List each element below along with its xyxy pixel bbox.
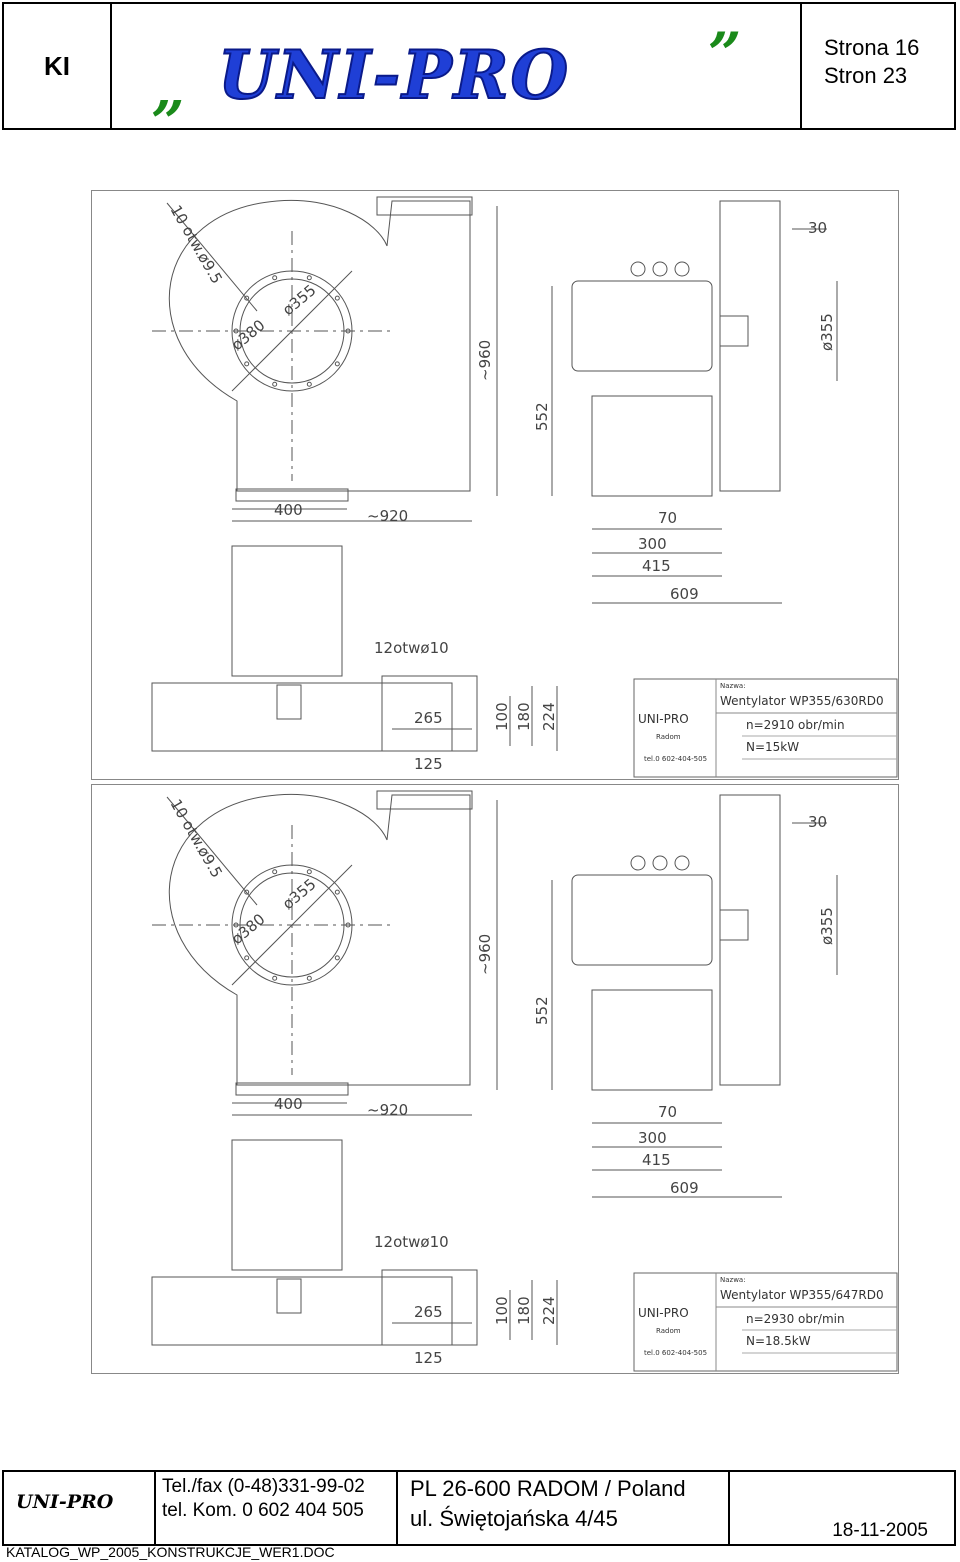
bolt-hole (335, 296, 339, 300)
title-block-city: Radom (656, 733, 681, 741)
height-960-label: ~960 (476, 339, 494, 381)
bolt-hole (307, 382, 311, 386)
base-frame (152, 683, 452, 751)
shaft-top (277, 1279, 301, 1313)
footer-address-line1: PL 26-600 RADOM / Poland (410, 1476, 686, 1501)
dim-415-label: 415 (642, 557, 671, 575)
dim-180-label: 180 (515, 1296, 533, 1325)
footer-date: 18-11-2005 (832, 1520, 928, 1541)
dim-30-label: 30 (808, 813, 828, 831)
title-block-company: UNI-PRO (638, 712, 689, 726)
title-block-phone: tel.0 602-404-505 (644, 1349, 708, 1357)
bolt-hole (273, 870, 277, 874)
width-920-label: ~920 (367, 507, 409, 525)
base-frame (152, 1277, 452, 1345)
bolt-hole (335, 890, 339, 894)
footer-tel-kom: tel. Kom. 0 602 404 505 (162, 1500, 364, 1521)
bolt-hole (273, 276, 277, 280)
footer-logo-cell (4, 1472, 156, 1544)
height-552-label: 552 (533, 402, 551, 431)
fan-power: N=18.5kW (746, 1334, 811, 1348)
footer-filename: KATALOG_WP_2005_KONSTRUKCJE_WER1.DOC (6, 1544, 335, 1560)
footer-phones (156, 1472, 398, 1544)
title-block-city: Radom (656, 1327, 681, 1335)
dim-100-label: 100 (493, 702, 511, 731)
motor-body (572, 875, 712, 965)
terminal-bolt (675, 262, 689, 276)
drawing-sheet-2 (91, 784, 899, 1374)
fan-casing-outline (166, 200, 470, 491)
terminal-bolt (631, 856, 645, 870)
dim-300-label: 300 (638, 1129, 667, 1147)
shaft-top (277, 685, 301, 719)
header-logo (112, 4, 802, 128)
dim-224-label: 224 (540, 1296, 558, 1325)
diameter-355-label: ø355 (279, 280, 320, 320)
base-holes-label: 12otwø10 (374, 1233, 449, 1251)
dim-30-label: 30 (808, 219, 828, 237)
page-count: Stron 23 (824, 63, 908, 88)
page-number: Strona 16 (824, 35, 920, 60)
footer-address (400, 1472, 730, 1544)
holes-label: 10 otw.ø9.5 (166, 202, 226, 287)
bolt-hole (307, 276, 311, 280)
footer-address-line2: ul. Świętojańska 4/45 (410, 1506, 618, 1531)
dim-415-label: 415 (642, 1151, 671, 1169)
footer-tel-fax: Tel./fax (0-48)331-99-02 (162, 1476, 365, 1497)
diameter-355-label: ø355 (279, 874, 320, 914)
fan-speed: n=2910 obr/min (746, 718, 845, 732)
motor-stand (592, 396, 712, 496)
dim-125-label: 125 (414, 1349, 443, 1367)
dim-265-label: 265 (414, 709, 443, 727)
motor-top-view (232, 546, 342, 676)
title-block (634, 679, 897, 777)
bolt-hole (335, 362, 339, 366)
logo-quote-close: ” (708, 20, 742, 88)
fan-drawing (92, 785, 898, 1373)
dim-609-label: 609 (670, 585, 699, 603)
fan-power: N=15kW (746, 740, 800, 754)
title-block (634, 1273, 897, 1371)
bolt-hole (273, 976, 277, 980)
side-diameter-355-label: ø355 (818, 313, 836, 351)
footer-logo: UNI-PRO (16, 1491, 114, 1513)
dim-265-label: 265 (414, 1303, 443, 1321)
terminal-bolt (653, 262, 667, 276)
height-552-label: 552 (533, 996, 551, 1025)
side-diameter-355-label: ø355 (818, 907, 836, 945)
fan-model-name: Wentylator WP355/630RD0 (720, 694, 884, 708)
title-block-label: Nazwa: (720, 682, 746, 690)
fan-drawing (92, 191, 898, 779)
motor-body (572, 281, 712, 371)
terminal-bolt (653, 856, 667, 870)
dim-180-label: 180 (515, 702, 533, 731)
shaft-coupling (720, 910, 748, 940)
holes-label: 10 otw.ø9.5 (166, 796, 226, 881)
page-header (2, 2, 956, 130)
bolt-hole (245, 956, 249, 960)
width-400-label: 400 (274, 1095, 303, 1113)
dim-70-label: 70 (658, 1103, 678, 1121)
dim-224-label: 224 (540, 702, 558, 731)
page-number-block (824, 34, 919, 90)
title-block-company: UNI-PRO (638, 1306, 689, 1320)
dim-100-label: 100 (493, 1296, 511, 1325)
dim-70-label: 70 (658, 509, 678, 527)
bolt-hole (273, 382, 277, 386)
terminal-bolt (631, 262, 645, 276)
title-block-phone: tel.0 602-404-505 (644, 755, 708, 763)
width-920-label: ~920 (367, 1101, 409, 1119)
height-960-label: ~960 (476, 933, 494, 975)
fan-casing-outline (166, 794, 470, 1085)
header-ki: KI (4, 4, 112, 128)
dim-125-label: 125 (414, 755, 443, 773)
dim-300-label: 300 (638, 535, 667, 553)
title-block-label: Nazwa: (720, 1276, 746, 1284)
fan-model-name: Wentylator WP355/647RD0 (720, 1288, 884, 1302)
bolt-hole (335, 956, 339, 960)
bolt-hole (307, 870, 311, 874)
dim-609-label: 609 (670, 1179, 699, 1197)
shaft-coupling (720, 316, 748, 346)
terminal-bolt (675, 856, 689, 870)
bolt-hole (307, 976, 311, 980)
bolt-hole (245, 362, 249, 366)
uni-pro-logo (112, 4, 800, 128)
base-holes-label: 12otwø10 (374, 639, 449, 657)
fan-speed: n=2930 obr/min (746, 1312, 845, 1326)
width-400-label: 400 (274, 501, 303, 519)
logo-quote-open: „ (152, 55, 186, 123)
motor-top-view (232, 1140, 342, 1270)
motor-stand (592, 990, 712, 1090)
diameter-380-label: ø380 (228, 315, 269, 355)
drawing-sheet-1 (91, 190, 899, 780)
footer-date-cell (732, 1472, 954, 1544)
logo-text: UNI-PRO (218, 36, 571, 114)
page-footer (2, 1470, 956, 1546)
diameter-380-label: ø380 (228, 909, 269, 949)
